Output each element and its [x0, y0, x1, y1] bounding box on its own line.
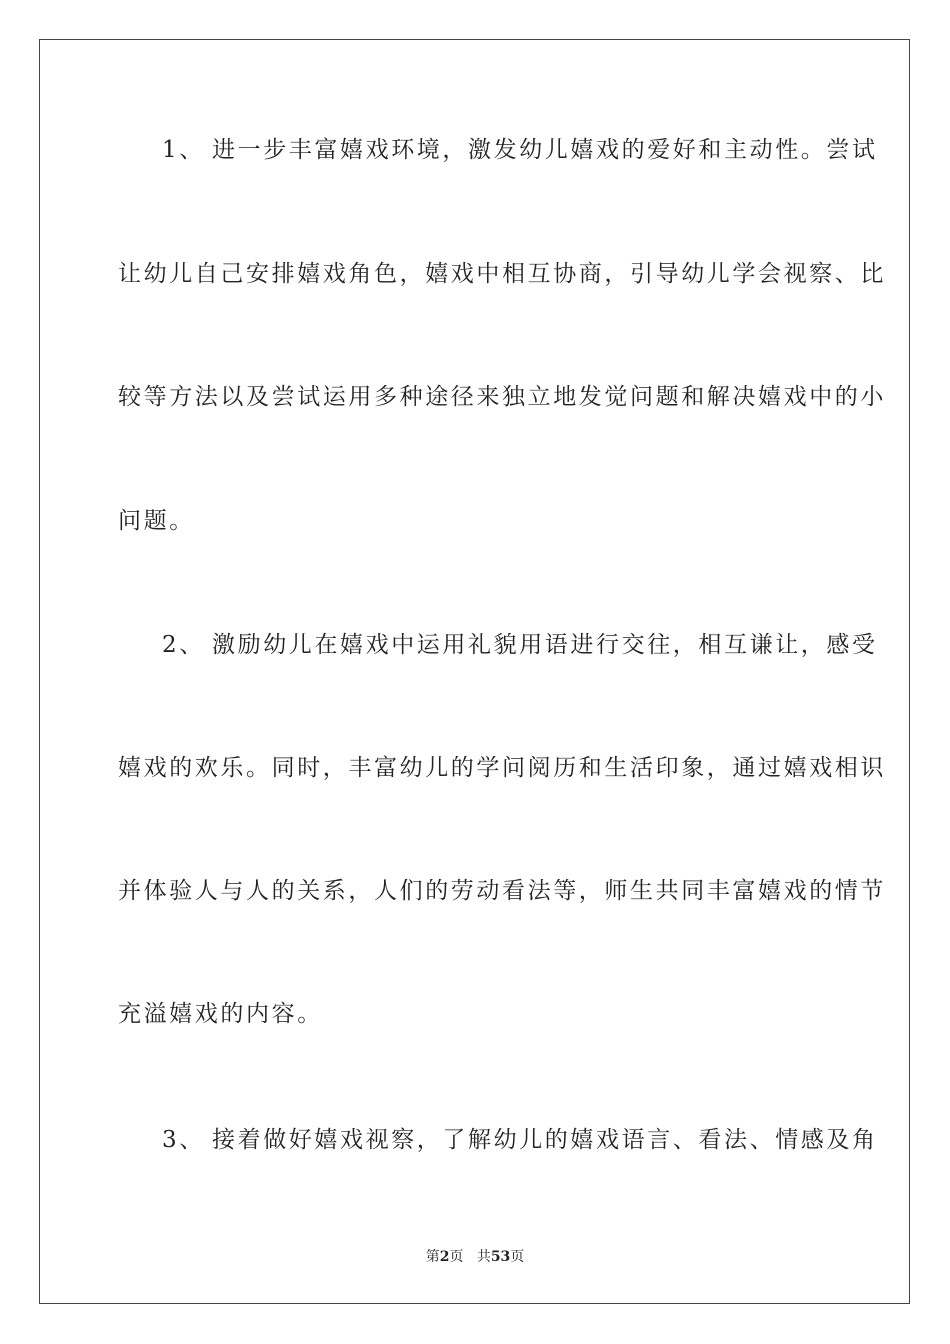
paragraph-1-line-2: 让幼儿自己安排嬉戏角色，嬉戏中相互协商，引导幼儿学会视察、比 — [118, 261, 886, 287]
paragraph-1-line-3: 较等方法以及尝试运用多种途径来独立地发觉问题和解决嬉戏中的小 — [118, 384, 886, 410]
footer-page-prefix: 第 — [425, 1249, 440, 1265]
page-border — [39, 39, 910, 1304]
paragraph-2-line-2: 嬉戏的欢乐。同时，丰富幼儿的学问阅历和生活印象，通过嬉戏相识 — [118, 755, 886, 781]
paragraph-2-line-4: 充溢嬉戏的内容。 — [118, 1001, 323, 1027]
paragraph-1-line-1 — [162, 133, 878, 167]
paragraph-2-number: 2、 — [162, 632, 205, 658]
footer-page-total: 53 — [490, 1249, 511, 1265]
paragraph-text: 接着做好嬉戏视察，了解幼儿的嬉戏语言、看法、情感及角 — [212, 1127, 878, 1153]
paragraph-2-line-3: 并体验人与人的关系，人们的劳动看法等，师生共同丰富嬉戏的情节 — [118, 878, 886, 904]
paragraph-3-line-1 — [162, 1123, 878, 1157]
footer-total-prefix: 共 — [476, 1249, 491, 1265]
paragraph-1-number: 1、 — [162, 137, 205, 163]
paragraph-1-line-4: 问题。 — [118, 508, 195, 534]
paragraph-2-line-1 — [162, 628, 878, 662]
paragraph-3-number: 3、 — [162, 1127, 205, 1153]
footer-page-suffix: 页 — [449, 1249, 464, 1265]
paragraph-text: 进一步丰富嬉戏环境，激发幼儿嬉戏的爱好和主动性。尝试 — [212, 137, 878, 163]
paragraph-text: 激励幼儿在嬉戏中运用礼貌用语进行交往，相互谦让，感受 — [212, 632, 878, 658]
page-footer — [0, 1246, 950, 1266]
footer-total-suffix: 页 — [510, 1249, 525, 1265]
footer-page-current: 2 — [439, 1249, 450, 1265]
